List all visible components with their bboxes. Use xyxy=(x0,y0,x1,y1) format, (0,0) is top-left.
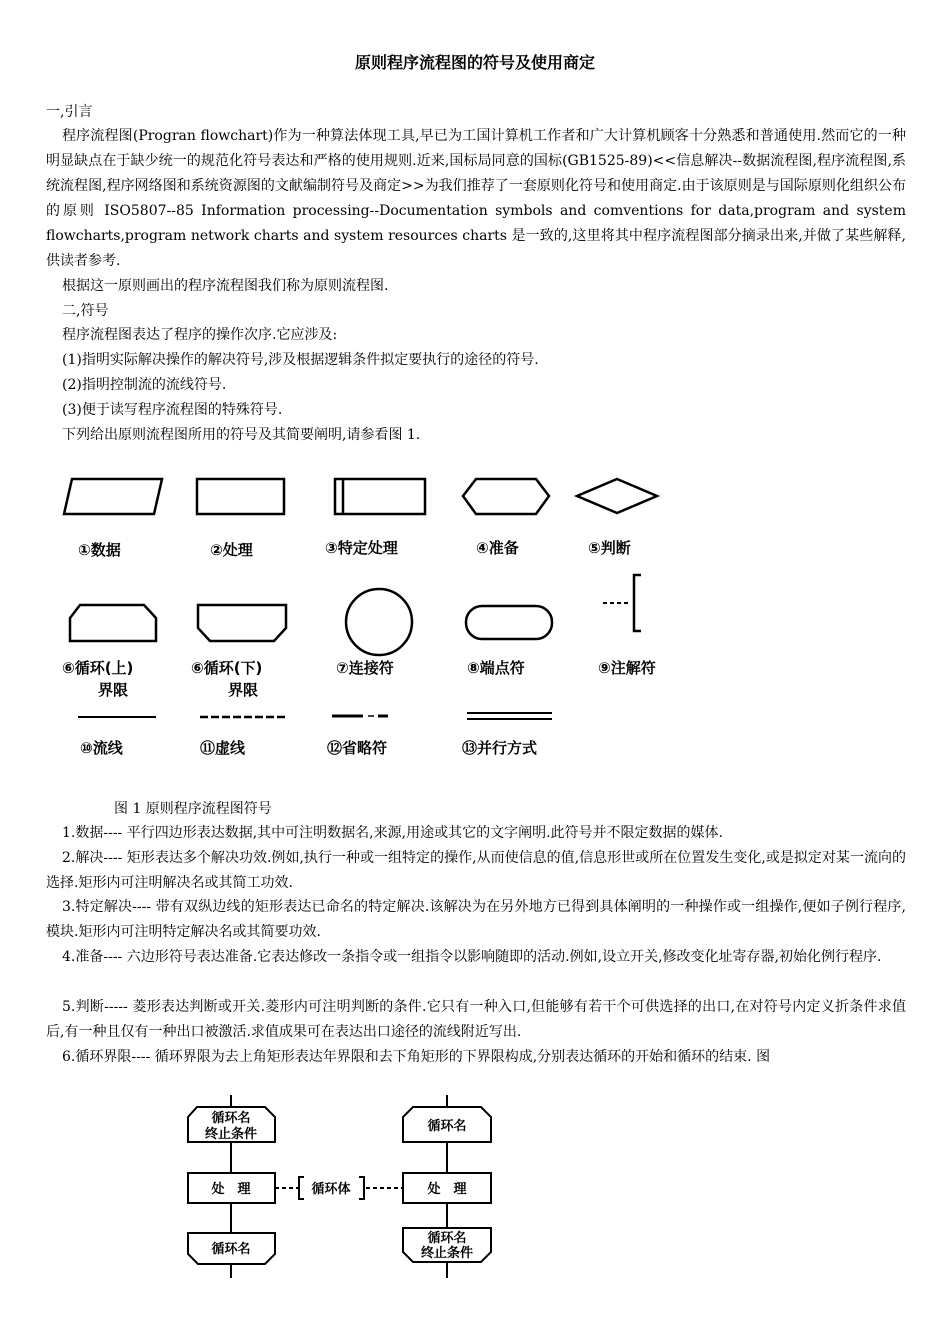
description-paragraph: 6.循环界限---- 循环界限为去上角矩形表达年界限和去下角矩形的下界限构成,分别表达循环的开始和循环的结束. 图 xyxy=(62,1049,771,1065)
figure1-label: ⑥循环(上) xyxy=(62,659,134,677)
figure1-label: ①数据 xyxy=(78,541,121,559)
process-symbol xyxy=(197,479,284,514)
figure1-caption: 图 1 原则程序流程图符号 xyxy=(114,801,272,817)
intro-paragraph: 程序流程图(Progran flowchart)作为一种算法体现工具,早已为工国计算机工作者和广大计算机顾客十分熟悉和普通使用.然而它的一种明显缺点在于缺少统一的规范化符号表达和严格的使用规则.近来,国标局同意的国标(GB1525-89)<<信息解决--数据流程图,程序流程图,系统流程图,程序网络图和系统资源图的文献编制符号及商定>>为我们推荐了一套原则化符号和使用商定.由于该原则是与国际原则化组织公布的原则 ISO5807--85 Information processing--Documentation symbols and comventions for data,program and system flowcharts,program network charts and system resources charts 是一致的,这里将其中程序流程图部分摘录出来,并做了某些解释,供读者参考. xyxy=(46,128,906,269)
section1-heading: 一,引言 xyxy=(46,104,93,120)
figure2-text: 循环名 xyxy=(211,1111,251,1126)
figure2-text: 循环名 xyxy=(427,1119,467,1134)
connector-symbol xyxy=(346,589,412,655)
figure1-label: 界限 xyxy=(228,681,259,699)
figure2-text: 循环体 xyxy=(311,1182,351,1197)
figure1-label: ⑩流线 xyxy=(80,739,123,757)
figure2-text: 终止条件 xyxy=(204,1127,258,1142)
loop-lower-limit-symbol xyxy=(198,605,286,641)
figure1-label: ⑨注解符 xyxy=(598,659,656,677)
section2-heading: 二,符号 xyxy=(62,303,109,319)
figure2-loop-diagram xyxy=(0,1090,950,1290)
document-title: 原则程序流程图的符号及使用商定 xyxy=(354,53,595,72)
terminator-symbol xyxy=(466,606,552,639)
description-paragraph: 3.特定解决---- 带有双纵边线的矩形表达已命名的特定解决.该解决为在另外地方已得到具体阐明的一种操作或一组操作,便如子例行程序,模块.矩形内可注明特定解决名或其简要功效. xyxy=(46,899,906,940)
figure2-text: 处 理 xyxy=(211,1182,251,1197)
list-item: (2)指明控制流的流线符号. xyxy=(62,377,227,393)
figure1-label: ⑥循环(下) xyxy=(191,659,263,677)
description-paragraph: 1.数据---- 平行四边形表达数据,其中可注明数据名,来源,用途或其它的文字阐明.此符号并不限定数据的媒体. xyxy=(62,825,723,841)
predefined-process-symbol xyxy=(335,479,425,514)
loop-upper-limit-symbol xyxy=(70,605,156,641)
figure2-text: 终止条件 xyxy=(420,1246,474,1261)
list-item: (3)便于读写程序流程图的特殊符号. xyxy=(62,402,283,418)
figure1-label: ⑪虚线 xyxy=(200,739,246,757)
preparation-symbol xyxy=(463,479,549,514)
annotation-symbol xyxy=(634,575,641,631)
data-symbol xyxy=(64,479,162,514)
figure2-text: 循环名 xyxy=(211,1242,251,1257)
decision-symbol xyxy=(577,479,657,513)
figure2-text: 处 理 xyxy=(427,1182,467,1197)
refer-paragraph: 下列给出原则流程图所用的符号及其简要阐明,请参看图 1. xyxy=(62,427,421,443)
figure1-label: ②处理 xyxy=(210,541,253,559)
figure1-label: ⑫省略符 xyxy=(327,739,388,757)
description-paragraph: 4.准备---- 六边形符号表达准备.它表达修改一条指令或一组指令以影响随即的活动.例如,设立开关,修改变化址寄存器,初始化例行程序. xyxy=(62,949,882,965)
description-paragraph: 2.解决---- 矩形表达多个解决功效.例如,执行一种或一组特定的操作,从而使信息的值,信息形世或所在位置发生变化,或是拟定对某一流向的选择.矩形内可注明解决名或其简工功效. xyxy=(46,850,906,891)
figure2-text: 循环名 xyxy=(427,1231,467,1246)
list-item: (1)指明实际解决操作的解决符号,涉及根据逻辑条件拟定要执行的途径的符号. xyxy=(62,352,539,368)
figure1-symbols xyxy=(0,460,950,770)
standard-name-paragraph: 根据这一原则画出的程序流程图我们称为原则流程图. xyxy=(62,278,389,294)
figure1-label: ③特定处理 xyxy=(325,539,398,557)
order-paragraph: 程序流程图表达了程序的操作次序.它应涉及: xyxy=(62,327,338,343)
figure1-label: 界限 xyxy=(98,681,129,699)
figure1-label: ⑦连接符 xyxy=(336,659,394,677)
figure1-label: ⑧端点符 xyxy=(467,659,525,677)
figure1-label: ⑬并行方式 xyxy=(462,739,538,757)
figure1-label: ⑤判断 xyxy=(588,539,631,557)
figure1-label: ④准备 xyxy=(476,539,519,557)
description-paragraph: 5.判断----- 菱形表达判断或开关.菱形内可注明判断的条件.它只有一种入口,但能够有若干个可供选择的出口,在对符号内定义折条件求值后,有一种且仅有一种出口被激活.求值成果可在表达出口途径的流线附近写出. xyxy=(46,999,906,1040)
